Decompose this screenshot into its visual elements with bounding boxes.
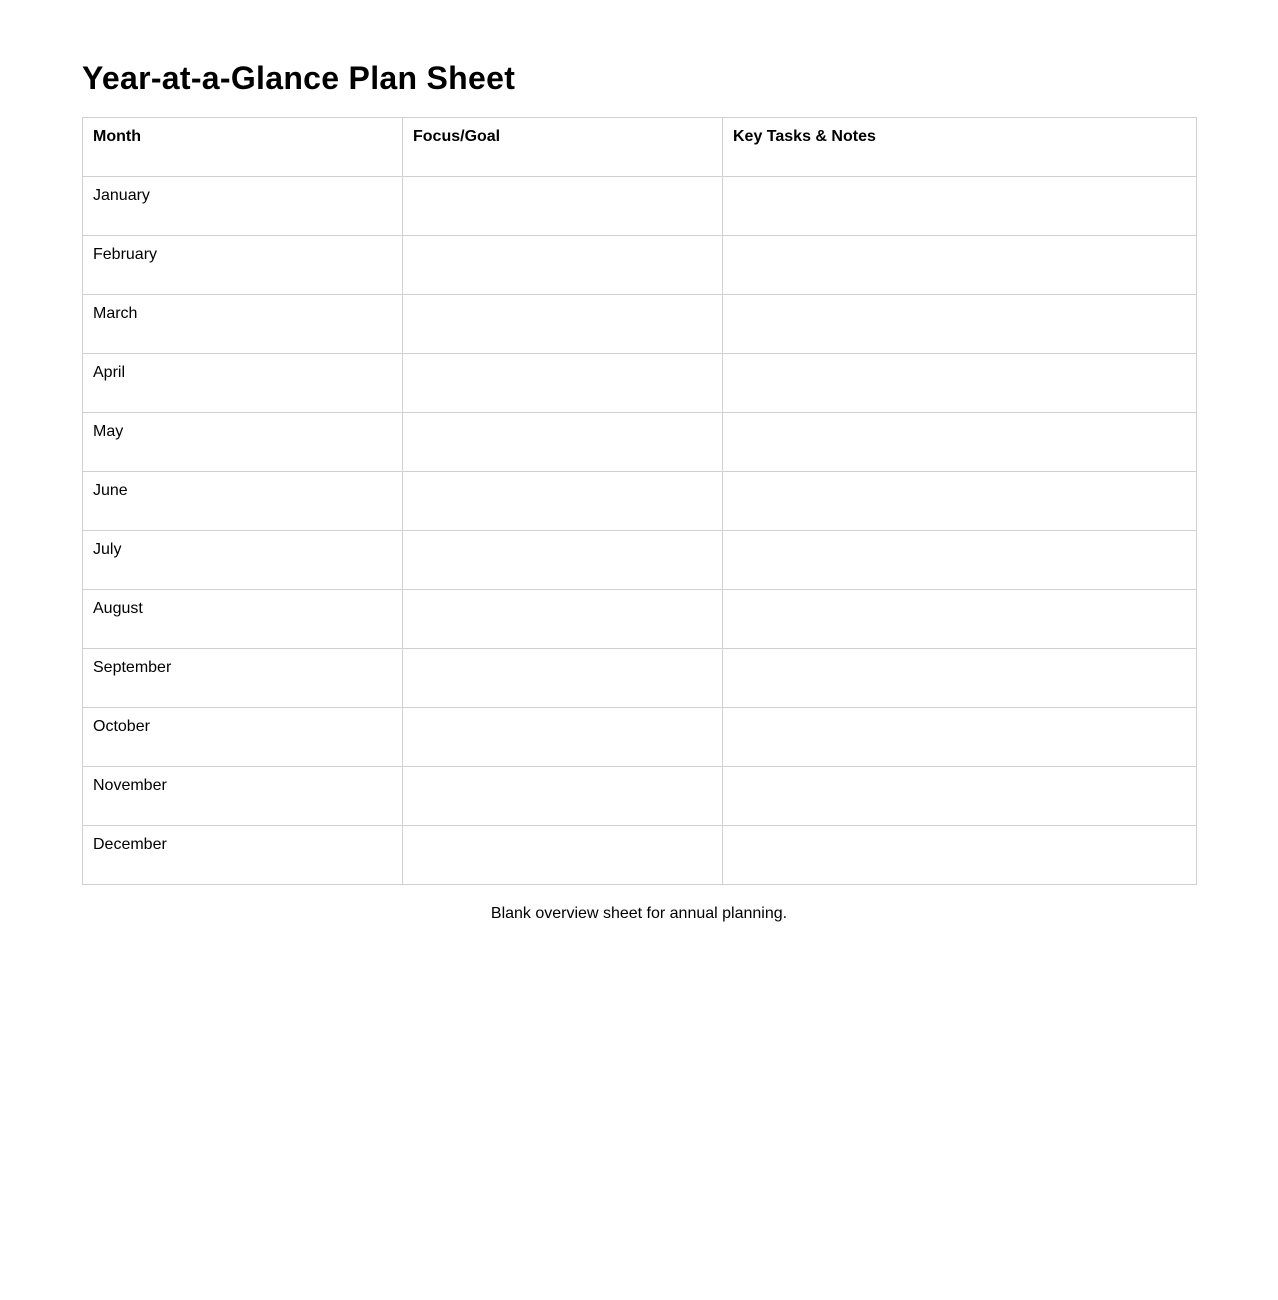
key-tasks-notes-cell-text: [733, 236, 1186, 245]
focus-goal-cell[interactable]: [403, 177, 723, 236]
table-row: [83, 472, 1197, 531]
focus-goal-cell[interactable]: [403, 767, 723, 826]
key-tasks-notes-cell-text: [733, 767, 1186, 776]
table-header-row: [83, 118, 1197, 177]
month-cell: [83, 413, 403, 472]
month-cell: [83, 649, 403, 708]
key-tasks-notes-cell-text: [733, 354, 1186, 363]
month-cell-text: September: [93, 659, 172, 676]
key-tasks-notes-cell-text: [733, 649, 1186, 658]
key-tasks-notes-cell[interactable]: [723, 708, 1197, 767]
key-tasks-notes-cell[interactable]: [723, 649, 1197, 708]
focus-goal-cell-text: [413, 295, 712, 304]
key-tasks-notes-cell-text: [733, 708, 1186, 717]
key-tasks-notes-cell[interactable]: [723, 767, 1197, 826]
key-tasks-notes-cell-text: [733, 413, 1186, 422]
focus-goal-cell[interactable]: [403, 531, 723, 590]
table-row: [83, 767, 1197, 826]
key-tasks-notes-cell-text: [733, 531, 1186, 540]
table-row: [83, 649, 1197, 708]
focus-goal-cell-text: [413, 767, 712, 776]
month-cell-text: June: [93, 482, 128, 499]
focus-goal-cell-text: [413, 590, 712, 599]
column-header-label: Month: [93, 128, 141, 145]
table-body: [83, 177, 1197, 885]
page-title: Year-at-a-Glance Plan Sheet: [82, 60, 516, 96]
focus-goal-cell[interactable]: [403, 354, 723, 413]
focus-goal-cell[interactable]: [403, 295, 723, 354]
focus-goal-cell[interactable]: [403, 649, 723, 708]
month-cell-text: March: [93, 305, 138, 322]
table-row: [83, 590, 1197, 649]
key-tasks-notes-cell[interactable]: [723, 177, 1197, 236]
key-tasks-notes-cell[interactable]: [723, 531, 1197, 590]
key-tasks-notes-cell[interactable]: [723, 826, 1197, 885]
focus-goal-cell[interactable]: [403, 236, 723, 295]
focus-goal-cell-text: [413, 649, 712, 658]
focus-goal-cell-text: [413, 531, 712, 540]
table-row: [83, 531, 1197, 590]
table-row: [83, 708, 1197, 767]
month-cell: [83, 708, 403, 767]
focus-goal-cell-text: [413, 236, 712, 245]
focus-goal-cell[interactable]: [403, 472, 723, 531]
focus-goal-cell[interactable]: [403, 413, 723, 472]
key-tasks-notes-cell[interactable]: [723, 413, 1197, 472]
key-tasks-notes-cell-text: [733, 295, 1186, 304]
focus-goal-cell[interactable]: [403, 826, 723, 885]
column-header-key-tasks-notes: [723, 118, 1197, 177]
focus-goal-cell-text: [413, 177, 712, 186]
focus-goal-cell-text: [413, 826, 712, 835]
table-row: [83, 295, 1197, 354]
focus-goal-cell-text: [413, 472, 712, 481]
focus-goal-cell-text: [413, 708, 712, 717]
column-header-label: Focus/Goal: [413, 128, 501, 145]
month-cell-text: January: [93, 187, 150, 204]
key-tasks-notes-cell[interactable]: [723, 590, 1197, 649]
key-tasks-notes-cell-text: [733, 590, 1186, 599]
focus-goal-cell-text: [413, 354, 712, 363]
table-caption: Blank overview sheet for annual planning.: [490, 905, 788, 922]
key-tasks-notes-cell-text: [733, 177, 1186, 186]
key-tasks-notes-cell[interactable]: [723, 295, 1197, 354]
key-tasks-notes-cell[interactable]: [723, 354, 1197, 413]
column-header-label: Key Tasks & Notes: [733, 128, 876, 145]
month-cell-text: May: [93, 423, 124, 440]
key-tasks-notes-cell-text: [733, 826, 1186, 835]
key-tasks-notes-cell[interactable]: [723, 472, 1197, 531]
table-row: [83, 354, 1197, 413]
key-tasks-notes-cell-text: [733, 472, 1186, 481]
focus-goal-cell[interactable]: [403, 708, 723, 767]
month-cell-text: October: [93, 718, 150, 735]
month-cell: [83, 472, 403, 531]
month-cell: [83, 354, 403, 413]
month-cell-text: August: [93, 600, 143, 617]
column-header-month: [83, 118, 403, 177]
focus-goal-cell-text: [413, 413, 712, 422]
key-tasks-notes-cell[interactable]: [723, 236, 1197, 295]
table-row: [83, 826, 1197, 885]
month-cell: [83, 590, 403, 649]
month-cell: [83, 177, 403, 236]
month-cell-text: November: [93, 777, 167, 794]
month-cell-text: February: [93, 246, 158, 263]
month-cell: [83, 295, 403, 354]
month-cell-text: December: [93, 836, 167, 853]
month-cell-text: April: [93, 364, 126, 381]
column-header-focus-goal: [403, 118, 723, 177]
table-row: [83, 413, 1197, 472]
month-cell: [83, 236, 403, 295]
month-cell-text: July: [93, 541, 122, 558]
table-row: [83, 236, 1197, 295]
month-cell: [83, 767, 403, 826]
month-cell: [83, 826, 403, 885]
focus-goal-cell[interactable]: [403, 590, 723, 649]
table-row: [83, 177, 1197, 236]
month-cell: [83, 531, 403, 590]
plan-table: [82, 117, 1197, 885]
